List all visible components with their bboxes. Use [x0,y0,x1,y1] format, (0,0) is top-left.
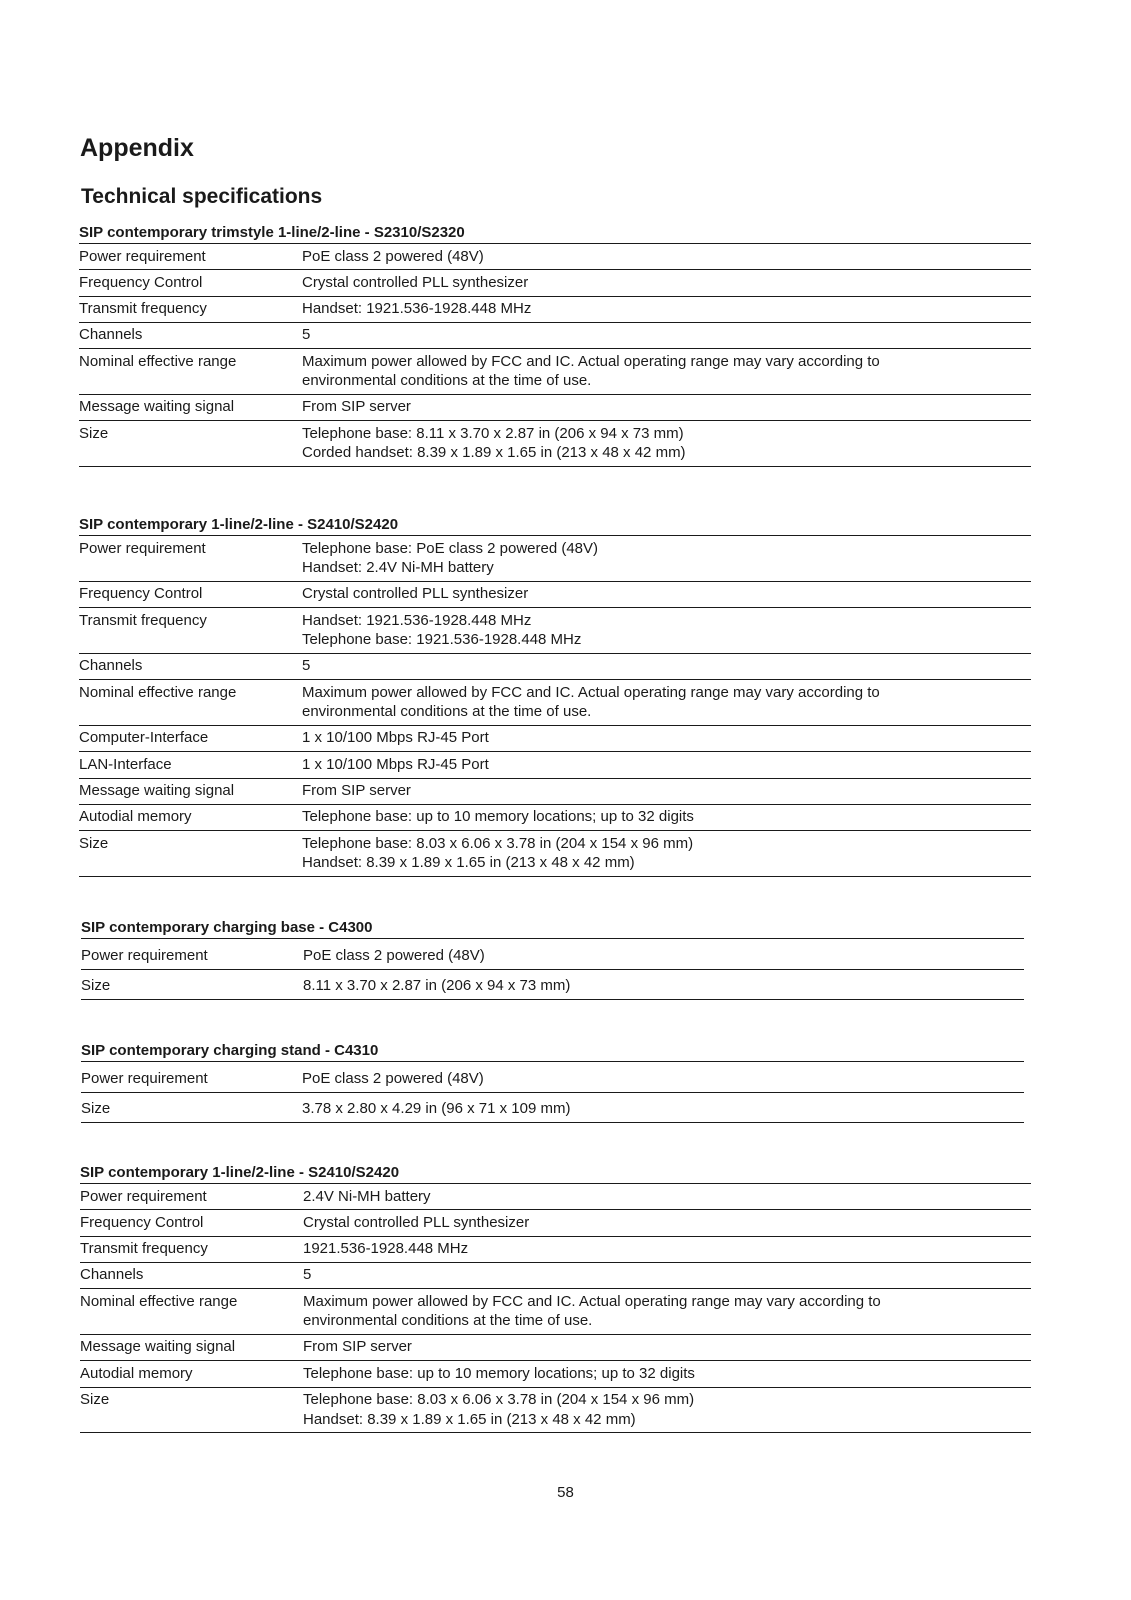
spec-label: Frequency Control [79,273,203,291]
spec-value [302,834,1031,876]
spec-value [302,611,1031,653]
spec-value-line: Maximum power allowed by FCC and IC. Actual operating range may vary according to [303,1292,881,1310]
spec-row [80,1289,1031,1335]
spec-value-line: Telephone base: 1921.536-1928.448 MHz [302,631,582,649]
spec-label: Transmit frequency [80,1240,208,1258]
spec-value-line: PoE class 2 powered (48V) [302,247,484,265]
spec-value [302,781,1031,804]
spec-value-line: From SIP server [303,1338,412,1356]
section-title: Technical specifications [81,185,323,208]
spec-label: Autodial memory [79,808,192,826]
spec-row [79,297,1031,323]
spec-value [303,1239,1031,1262]
spec-row [79,805,1031,831]
spec-value-line: 1921.536-1928.448 MHz [303,1240,469,1258]
spec-value-line: Handset: 1921.536-1928.448 MHz [302,300,532,318]
spec-table [79,224,1031,467]
spec-value-line: 5 [302,657,311,675]
spec-label: Power requirement [79,539,206,557]
spec-row [80,1237,1031,1263]
spec-value-line: Telephone base: up to 10 memory locations; up to 32 digits [302,808,694,826]
spec-table-heading: SIP contemporary 1-line/2-line - S2410/S2420 [79,516,1031,536]
spec-value [303,1390,1031,1432]
spec-row [81,939,1024,970]
page-title: Appendix [80,134,194,162]
spec-table-heading: SIP contemporary 1-line/2-line - S2410/S2420 [80,1164,1031,1184]
spec-value-line: Telephone base: PoE class 2 powered (48V) [302,539,599,557]
spec-row [79,323,1031,349]
spec-row [80,1388,1031,1434]
spec-row [80,1335,1031,1361]
spec-row [81,1062,1024,1093]
spec-value [303,1213,1031,1236]
spec-label: Size [81,1100,111,1117]
spec-label: Channels [79,326,143,344]
spec-value [303,1292,1031,1334]
spec-label: LAN-Interface [79,755,172,773]
spec-label: Channels [80,1266,144,1284]
spec-value [302,325,1031,348]
spec-value [302,424,1031,466]
spec-value-line: Telephone base: 8.11 x 3.70 x 2.87 in (206 x 94 x 73 mm) [302,424,684,442]
spec-value [302,397,1031,420]
spec-value-line: From SIP server [302,398,411,416]
spec-label: Frequency Control [79,585,203,603]
spec-table-heading: SIP contemporary charging base - C4300 [81,919,1024,939]
spec-table-heading: SIP contemporary trimstyle 1-line/2-line - S2310/S2320 [79,224,1031,244]
spec-row [79,270,1031,296]
spec-value-line: Corded handset: 8.39 x 1.89 x 1.65 in (213 x 48 x 42 mm) [302,444,686,462]
spec-value [302,728,1031,751]
spec-value [302,1069,1024,1092]
spec-value [302,247,1031,270]
spec-value-line: environmental conditions at the time of use. [302,703,592,721]
spec-value [302,683,1031,725]
spec-value [302,584,1031,607]
spec-value [303,1364,1031,1387]
spec-table-heading: SIP contemporary charging stand - C4310 [81,1042,1024,1062]
spec-row [79,582,1031,608]
spec-row [79,395,1031,421]
spec-label: Channels [79,657,143,675]
spec-table [81,1042,1024,1123]
spec-value [302,352,1031,394]
spec-row [79,726,1031,752]
spec-value [303,946,1024,969]
spec-label: Message waiting signal [79,782,235,800]
spec-value-line: Telephone base: up to 10 memory locations; up to 32 digits [303,1364,695,1382]
spec-value-line: Crystal controlled PLL synthesizer [302,273,529,291]
spec-label: Frequency Control [80,1213,204,1231]
spec-label: Size [79,424,109,442]
spec-label: Transmit frequency [79,300,207,318]
spec-value-line: Crystal controlled PLL synthesizer [303,1213,530,1231]
spec-row [81,970,1024,1001]
spec-value-line: Telephone base: 8.03 x 6.06 x 3.78 in (204 x 154 x 96 mm) [302,834,694,852]
spec-label: Autodial memory [80,1364,193,1382]
spec-label: Message waiting signal [80,1338,236,1356]
spec-value-line: 1 x 10/100 Mbps RJ-45 Port [302,729,489,747]
spec-table [81,919,1024,1000]
spec-table [79,516,1031,877]
spec-row [79,608,1031,654]
spec-label: Power requirement [80,1187,207,1205]
spec-row [79,654,1031,680]
spec-value-line: Handset: 2.4V Ni-MH battery [302,559,494,576]
spec-value [302,1099,1024,1122]
spec-value [303,1337,1031,1360]
spec-value-line: Handset: 1921.536-1928.448 MHz [302,611,532,629]
spec-value [303,1265,1031,1288]
spec-label: Message waiting signal [79,398,235,416]
spec-row [80,1361,1031,1387]
spec-value [303,976,1024,999]
spec-label: Power requirement [79,247,206,265]
spec-value-line: 3.78 x 2.80 x 4.29 in (96 x 71 x 109 mm) [302,1100,571,1117]
spec-value-line: environmental conditions at the time of use. [303,1312,593,1330]
spec-label: Nominal effective range [79,683,237,701]
spec-label: Size [81,977,111,994]
spec-row [80,1263,1031,1289]
spec-value-line: 5 [302,326,311,344]
spec-value-line: environmental conditions at the time of use. [302,372,592,390]
spec-row [79,831,1031,877]
spec-row [79,779,1031,805]
spec-value-line: 5 [303,1266,312,1284]
spec-value-line: Handset: 8.39 x 1.89 x 1.65 in (213 x 48 x 42 mm) [302,854,635,872]
spec-value [302,273,1031,296]
spec-label: Computer-Interface [79,729,209,747]
spec-row [80,1184,1031,1210]
spec-value [303,1187,1031,1210]
spec-row [79,349,1031,395]
spec-value-line: 2.4V Ni-MH battery [303,1187,431,1205]
spec-value-line: 8.11 x 3.70 x 2.87 in (206 x 94 x 73 mm) [303,977,571,994]
spec-label: Power requirement [81,1069,208,1087]
spec-value-line: 1 x 10/100 Mbps RJ-45 Port [302,755,489,773]
spec-label: Transmit frequency [79,611,207,629]
page-number: 58 [557,1484,574,1501]
spec-value-line: Handset: 8.39 x 1.89 x 1.65 in (213 x 48 x 42 mm) [303,1410,636,1428]
spec-label: Nominal effective range [79,352,237,370]
spec-label: Size [80,1391,110,1409]
spec-value-line: PoE class 2 powered (48V) [303,946,485,964]
spec-table [80,1164,1031,1433]
spec-row [79,421,1031,467]
spec-row [79,244,1031,270]
spec-row [81,1093,1024,1124]
spec-row [79,752,1031,778]
spec-value [302,807,1031,830]
spec-value [302,656,1031,679]
spec-value-line: Telephone base: 8.03 x 6.06 x 3.78 in (204 x 154 x 96 mm) [303,1391,695,1409]
spec-row [79,536,1031,582]
spec-value-line: Crystal controlled PLL synthesizer [302,585,529,603]
spec-label: Nominal effective range [80,1292,238,1310]
spec-label: Power requirement [81,946,208,964]
spec-value [302,755,1031,778]
spec-value-line: PoE class 2 powered (48V) [302,1069,484,1087]
spec-value [302,539,1031,581]
spec-row [80,1210,1031,1236]
spec-value-line: Maximum power allowed by FCC and IC. Actual operating range may vary according to [302,352,880,370]
spec-value [302,299,1031,322]
spec-value-line: From SIP server [302,782,411,800]
spec-label: Size [79,834,109,852]
spec-value-line: Maximum power allowed by FCC and IC. Actual operating range may vary according to [302,683,880,701]
spec-row [79,680,1031,726]
